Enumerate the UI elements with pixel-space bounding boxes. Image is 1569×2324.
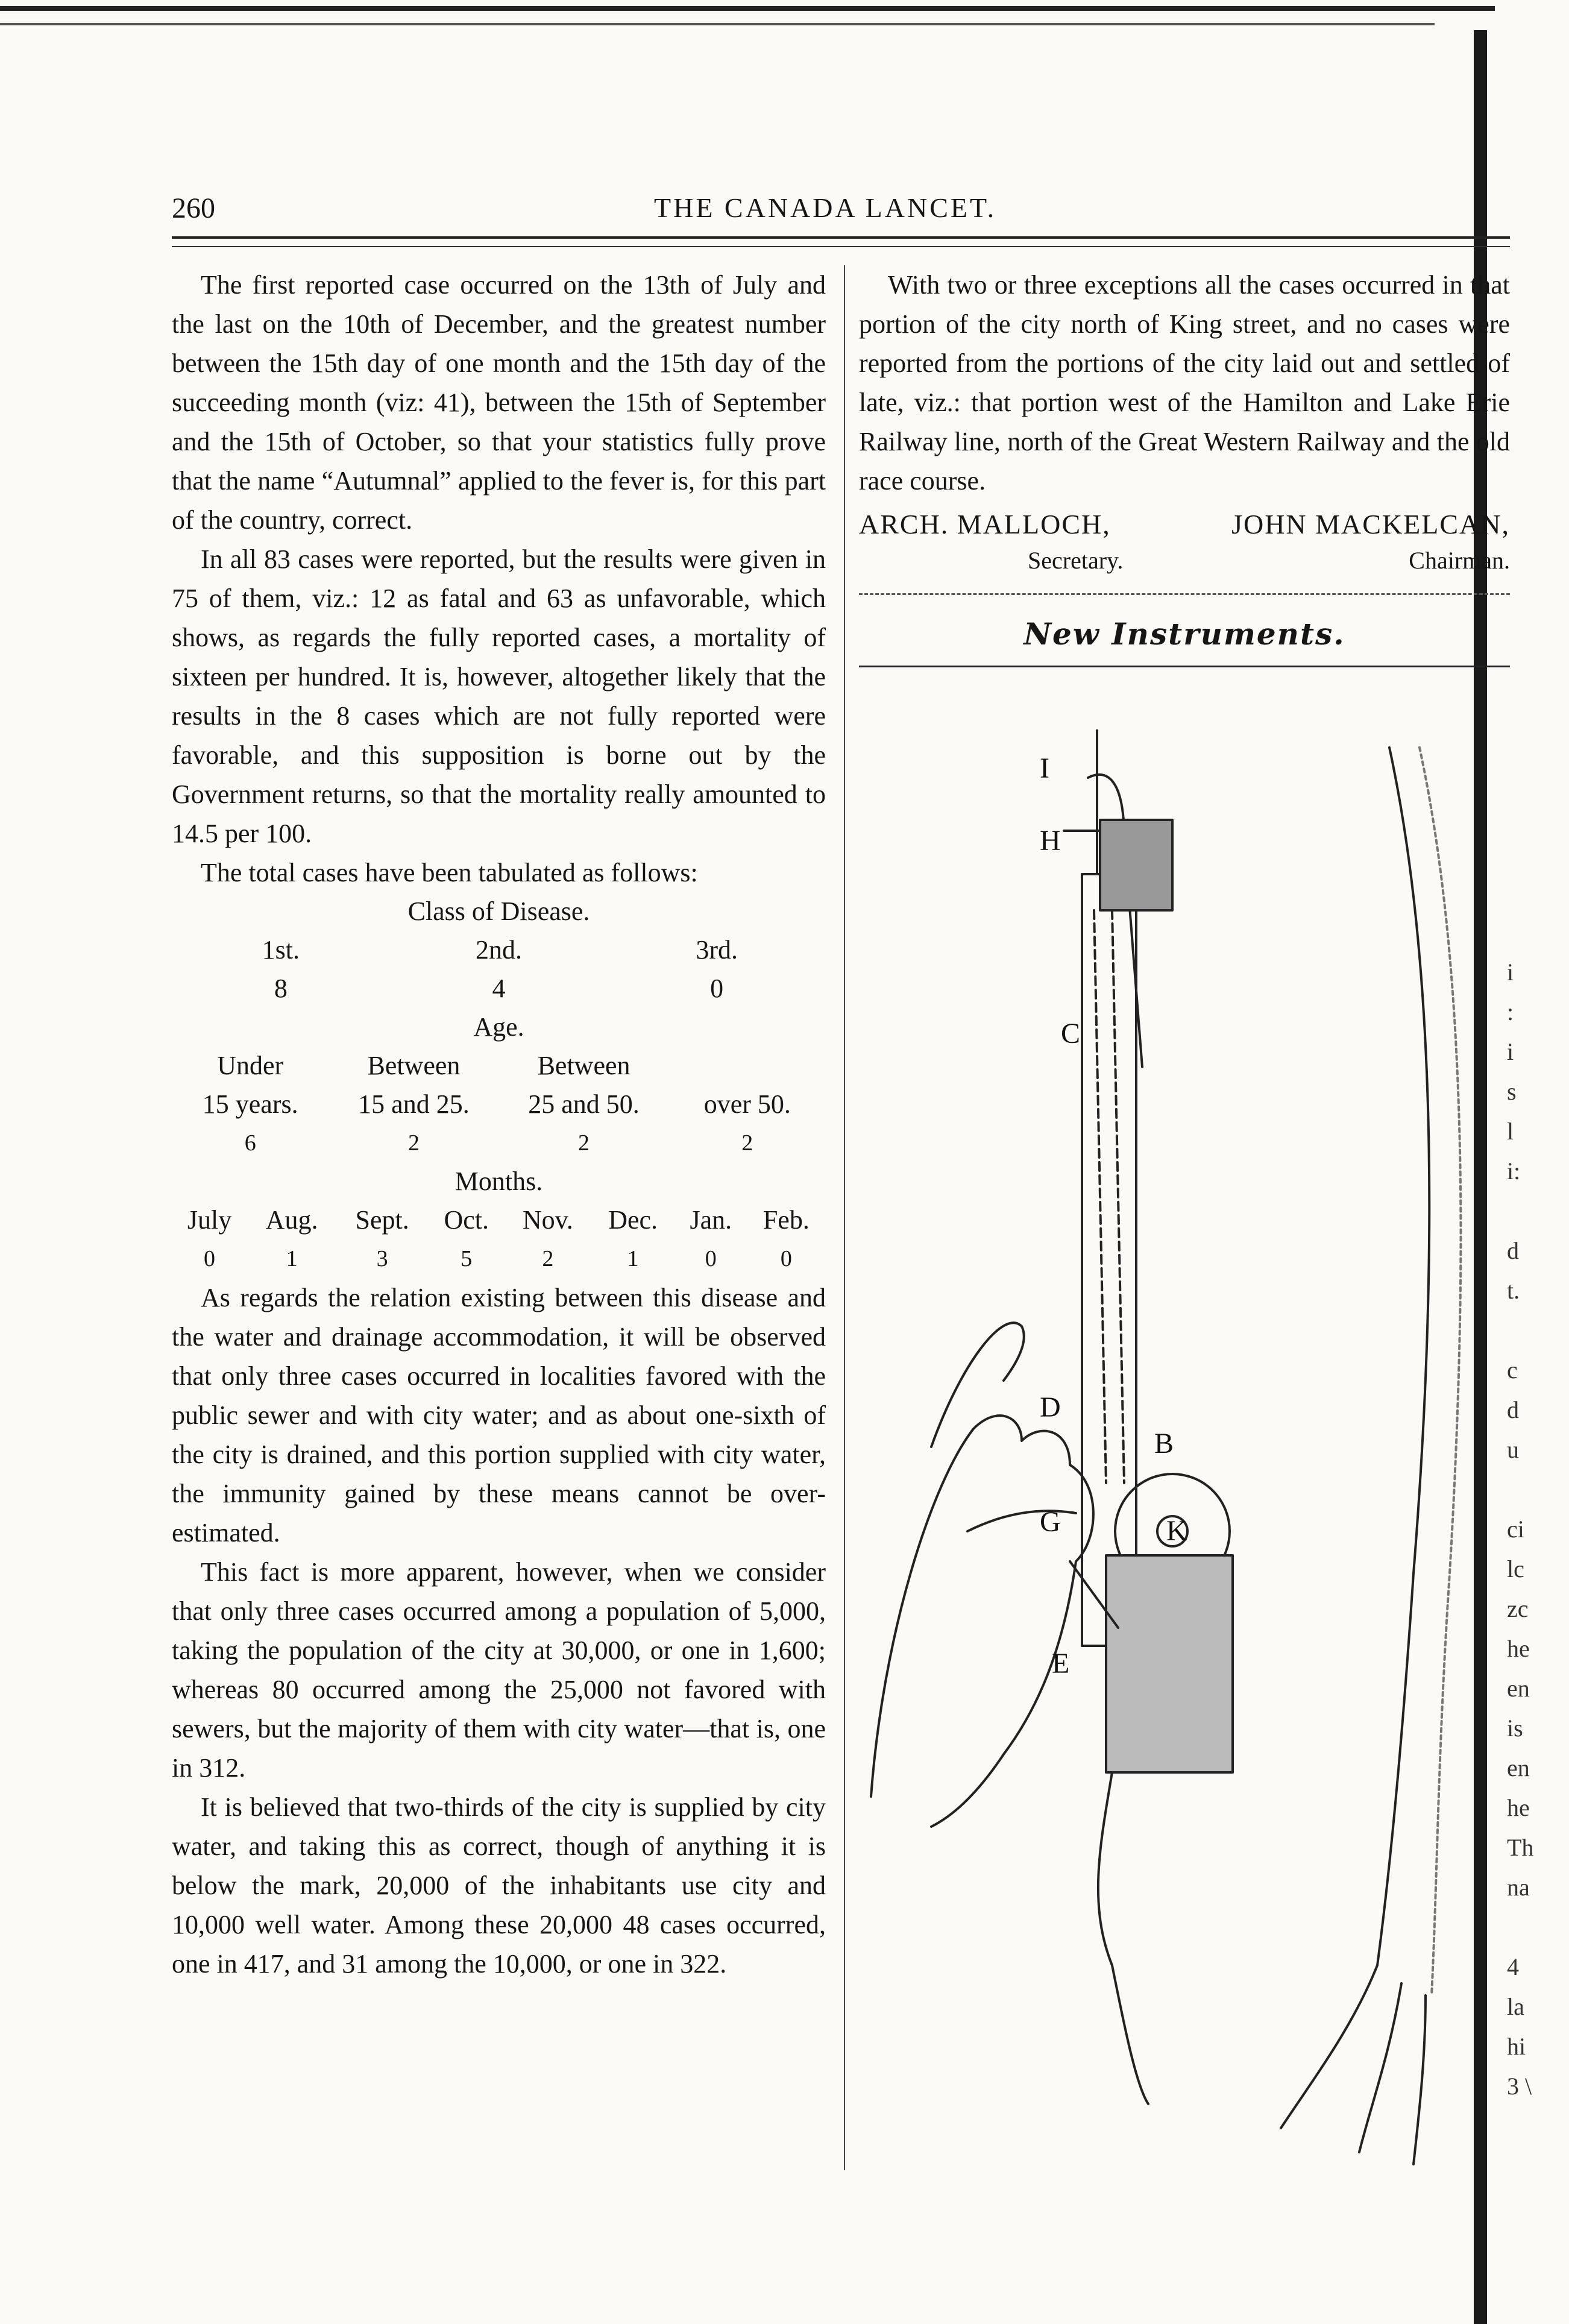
table-cell: 0 bbox=[705, 1246, 717, 1271]
column-divider bbox=[844, 265, 845, 2170]
right-column bbox=[859, 265, 1510, 667]
rubber-tube bbox=[1098, 1772, 1148, 2104]
instrument-shaft bbox=[1082, 874, 1136, 1646]
figure-label: H bbox=[1040, 825, 1061, 857]
instrument-head bbox=[1100, 820, 1172, 910]
table-cell: 2 bbox=[741, 1130, 753, 1156]
table-header: Jan. bbox=[690, 1205, 732, 1235]
table-cell: 0 bbox=[780, 1246, 792, 1271]
table-cell: 8 bbox=[274, 974, 288, 1003]
table-cell: 1 bbox=[627, 1246, 639, 1271]
instrument-body bbox=[1106, 1555, 1233, 1772]
instrument-illustration bbox=[859, 729, 1510, 2176]
header-rule bbox=[172, 236, 1510, 239]
page-header bbox=[172, 192, 1510, 234]
table-cell: 1 bbox=[286, 1246, 298, 1271]
table-header: Aug. bbox=[265, 1205, 318, 1235]
table-header: July bbox=[187, 1205, 232, 1235]
table-header: over 50. bbox=[703, 1089, 791, 1119]
figure-label: K bbox=[1166, 1515, 1187, 1547]
table-cell: 6 bbox=[244, 1130, 256, 1156]
section-separator bbox=[859, 593, 1510, 595]
header-rule-thin bbox=[172, 246, 1510, 247]
paragraph: This fact is more apparent, however, when we consider that only three cases occurred among a population of 5,000, taking the population of the city at 30,000, or one in 1,600; whereas 80 occurred among the 25,000 not favored with sewers, but the majority of them with city water—that is, one in 312. bbox=[172, 1557, 826, 1783]
left-column bbox=[172, 265, 826, 1983]
adjacent-page-fragment: i : i s l i: d t. c d u ci lc zc he en is en he Th na 4 la hi 3 \ bbox=[1507, 959, 1534, 2100]
page-edge-top bbox=[0, 6, 1495, 11]
table-cell: 5 bbox=[461, 1246, 473, 1271]
page-number: 260 bbox=[172, 192, 215, 224]
paragraph: The first reported case occurred on the 13th of July and the last on the 10th of December, and the greatest number between the 15th day of one month and the 15th day of the succeeding month (viz: 41), between the 15th of September and the 15th of October, so that your statistics fully prove that the name “Autumnal” applied to the fever is, for this part of the country, correct. bbox=[172, 270, 826, 535]
table-cell: 2 bbox=[542, 1246, 554, 1271]
fingers bbox=[1281, 1965, 1426, 2164]
table-cell: 4 bbox=[492, 974, 506, 1003]
paragraph: As regards the relation existing between this disease and the water and drainage accommodation, it will be observed that only three cases occurred in localities favored with the public sewer and with city water; and as about one-sixth of the city is drained, and this portion supplied with city water, the immunity gained by these means cannot be over-estimated. bbox=[172, 1283, 826, 1548]
paragraph: With two or three exceptions all the cases occurred in that portion of the city north of King street, and no cases were reported from the portions of the city laid out and settled of late, viz.: that portion west of the Hamilton and Lake Erie Railway line, north of the Great Western Railway and the old race course. bbox=[859, 270, 1510, 496]
table-cell: 2 bbox=[407, 1130, 420, 1156]
hand-outline bbox=[871, 1415, 1093, 1827]
section-title: New Instruments. bbox=[1023, 616, 1345, 652]
table-header: Feb. bbox=[762, 1205, 810, 1235]
table-header: Dec. bbox=[608, 1205, 658, 1235]
table-header: 15 years. bbox=[202, 1089, 298, 1119]
secretary-name: ARCH. MALLOCH, bbox=[859, 509, 1111, 540]
page-edge-top-thin bbox=[0, 23, 1435, 25]
figure-label: I bbox=[1040, 752, 1049, 784]
section-rule bbox=[859, 666, 1510, 667]
table-header: 15 and 25. bbox=[358, 1089, 470, 1119]
chairman-title: Chairman. bbox=[1409, 547, 1510, 574]
table-header: Nov. bbox=[522, 1205, 573, 1235]
table-header: 2nd. bbox=[475, 935, 522, 965]
class-of-disease-table bbox=[172, 892, 826, 1008]
table-header: Between bbox=[367, 1051, 461, 1080]
paragraph: It is believed that two-thirds of the city is supplied by city water, and taking this as correct, though of anything it is below the mark, 20,000 of the inhabitants use city and 10,000 well water. Among these 20,000 48 cases occurred, one in 417, and 31 among the 10,000, or one in 322. bbox=[172, 1792, 826, 1979]
paragraph: In all 83 cases were reported, but the results were given in 75 of them, viz.: 12 as fatal and 63 as unfavorable, which shows, as regards the fully reported cases, a mortality of sixteen per hundred. It is, however, altogether likely that the results in the 8 cases which are not fully reported were favorable, and this supposition is borne out by the Government returns, so that the mortality really amounted to 14.5 per 100. bbox=[172, 544, 826, 848]
table-cell: 2 bbox=[578, 1130, 590, 1156]
table-title: Months. bbox=[454, 1167, 543, 1196]
table-title: Age. bbox=[473, 1012, 524, 1042]
table-header: Between bbox=[537, 1051, 630, 1080]
chairman-name: JOHN MACKELCAN, bbox=[1231, 509, 1510, 540]
table-header: Sept. bbox=[355, 1205, 409, 1235]
table-header: Under bbox=[217, 1051, 284, 1080]
figure-label: E bbox=[1052, 1648, 1070, 1680]
table-title: Class of Disease. bbox=[407, 896, 590, 926]
figure-label: C bbox=[1061, 1018, 1081, 1050]
table-header: Oct. bbox=[444, 1205, 489, 1235]
arm-outline bbox=[1377, 748, 1429, 1965]
table-header bbox=[669, 1047, 826, 1085]
signatures bbox=[859, 505, 1510, 578]
table-cell: 0 bbox=[710, 974, 724, 1003]
paragraph: The total cases have been tabulated as follows: bbox=[201, 858, 698, 887]
table-header: 3rd. bbox=[696, 935, 738, 965]
figure-label: B bbox=[1154, 1428, 1174, 1460]
running-title: THE CANADA LANCET. bbox=[654, 192, 997, 223]
secretary-title: Secretary. bbox=[1028, 547, 1124, 574]
months-table bbox=[172, 1162, 826, 1278]
age-table bbox=[172, 1008, 826, 1162]
table-header: 25 and 50. bbox=[528, 1089, 640, 1119]
spring bbox=[1094, 910, 1124, 1483]
table-header: 1st. bbox=[262, 935, 300, 965]
table-cell: 0 bbox=[204, 1246, 216, 1271]
table-cell: 3 bbox=[376, 1246, 388, 1271]
figure-label: G bbox=[1040, 1506, 1061, 1538]
figure-label: D bbox=[1040, 1391, 1061, 1423]
